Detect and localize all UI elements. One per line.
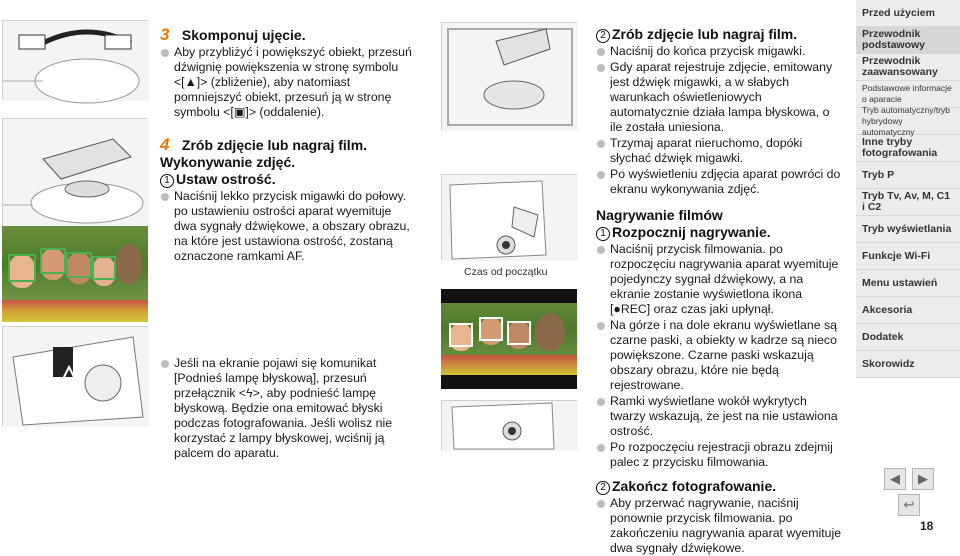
photos-subtitle: Wykonywanie zdjęć. (160, 154, 296, 170)
flash-raise-illustration (2, 326, 148, 426)
prev-page-button[interactable] (884, 468, 906, 490)
right-text-column (596, 26, 844, 556)
sub2-number: 2 (596, 29, 610, 43)
sub2-bullet-2: Gdy aparat rejestruje zdjęcie, emitowany jest dźwięk migawki, a w słabych warunkach oświetleniowych automatycznie działa lampa błyskowa, o ile została uniesiona. (596, 60, 844, 135)
left-text-column (160, 26, 412, 461)
sub2-bullet-3: Trzymaj aparat nieruchomo, dopóki słychać dźwięk migawki. (596, 136, 844, 166)
nav-item-index[interactable]: Skorowidz (856, 351, 960, 378)
nav-item-advanced-guide[interactable]: Przewodnik zaawansowany (856, 54, 960, 81)
chapter-nav (856, 0, 960, 378)
sub1-heading (160, 171, 412, 188)
sub1-number: 1 (160, 174, 174, 188)
movie-stop-illustration (441, 400, 577, 450)
m2-heading (596, 478, 844, 495)
next-page-button[interactable] (912, 468, 934, 490)
nav-item-accessories[interactable]: Akcesoria (856, 297, 960, 324)
nav-item-before-use[interactable]: Przed użyciem (856, 0, 960, 27)
shutter-full-press-illustration (441, 22, 577, 130)
nav-item-playback-mode[interactable]: Tryb wyświetlania (856, 216, 960, 243)
m2-number: 2 (596, 481, 610, 495)
sub2-heading (596, 26, 844, 43)
sub2-bullet-4: Po wyświetleniu zdjęcia aparat powróci do ekranu wykonywania zdjęć. (596, 167, 844, 197)
m2-bullet-1: Aby przerwać nagrywanie, naciśnij ponownie przycisk filmowania. po zakończeniu nagrywania aparat wyemituje dwa sygnały dźwiękowe. (596, 496, 844, 556)
nav-item-setup-menu[interactable]: Menu ustawień (856, 270, 960, 297)
step3-heading (160, 26, 412, 44)
m2-title: Zakończ fotografowanie. (612, 478, 777, 494)
shutter-half-press-illustration (2, 118, 148, 226)
sub2-bullet-1: Naciśnij do końca przycisk migawki. (596, 44, 844, 59)
m1-bullet-4: Po rozpoczęciu rejestracji obrazu zdejmij palec z przycisku filmowania. (596, 440, 844, 470)
step3-title: Skomponuj ujęcie. (181, 27, 306, 43)
m1-bullet-3: Ramki wyświetlane wokół wykrytych twarzy wskazują, że jest na nie ustawiona ostrość. (596, 394, 844, 439)
step4-heading (160, 136, 412, 154)
nav-item-p-mode[interactable]: Tryb P (856, 162, 960, 189)
page-number: 18 (920, 519, 934, 533)
nav-item-wifi[interactable]: Funkcje Wi-Fi (856, 243, 960, 270)
elapsed-time-caption: Czas od początku (464, 266, 548, 278)
m1-bullet-2: Na górze i na dole ekranu wyświetlane są czarne paski, a obiekty w kadrze są nieco powiększone. Czarne paski wskazują obszary obrazu, które nie będą rejestrowane. (596, 318, 844, 393)
back-button[interactable] (898, 494, 920, 516)
sub1-title: Ustaw ostrość. (176, 171, 276, 187)
sub2-title: Zrób zdjęcie lub nagraj film. (612, 26, 798, 42)
m1-heading (596, 224, 844, 241)
step4-number: 4 (160, 135, 170, 154)
nav-item-basic-guide[interactable]: Przewodnik podstawowy (856, 27, 960, 54)
m1-number: 1 (596, 227, 610, 241)
step3-number: 3 (160, 25, 170, 44)
nav-item-camera-basics[interactable]: Podstawowe informacje o aparacie (856, 81, 960, 108)
flash-bullet: Jeśli na ekranie pojawi się komunikat [Podnieś lampę błyskową], przesuń przełącznik <ϟ>, aby podnieść lampę błyskową. Będzie ona emitować błyski podczas fotografowania. Jeśli wolisz nie korzystać z lampy błyskowej, wciśnij ją palcem do aparatu. (160, 356, 412, 461)
zoom-lever-illustration (2, 20, 148, 100)
m1-title: Rozpocznij nagrywanie. (612, 224, 771, 240)
nav-item-auto-mode[interactable]: Tryb automatyczny/tryb hybrydowy automatyczny (856, 108, 960, 135)
step3-bullet: Aby przybliżyć i powiększyć obiekt, przesuń dźwignię powiększenia w stronę symbolu <[▲]> (zbliżenie), aby natomiast pomniejszyć obiekt, przesuń ją w stronę symbolu <[▣]> (oddalenie). (160, 45, 412, 120)
nav-item-appendix[interactable]: Dodatek (856, 324, 960, 351)
arrow-left-icon: ◀ (890, 471, 900, 486)
af-frames-photo (2, 226, 148, 322)
sub1-bullet: Naciśnij lekko przycisk migawki do połowy. po ustawieniu ostrości aparat wyemituje dwa sygnały dźwiękowe, a obszary obrazu, na które jest ustawiona ostrość, zostaną oznaczone ramkami AF. (160, 189, 412, 264)
movies-heading: Nagrywanie filmów (596, 207, 723, 223)
step4-title: Zrób zdjęcie lub nagraj film. (181, 137, 368, 153)
nav-item-tv-av-m-mode[interactable]: Tryb Tv, Av, M, C1 i C2 (856, 189, 960, 216)
return-arrow-icon: ↩ (903, 497, 915, 512)
m1-bullet-1: Naciśnij przycisk filmowania. po rozpoczęciu nagrywania aparat wyemituje pojedynczy sygnał dźwiękowy, a na ekranie zostanie wyświetlona ikona [●REC] oraz czas jaki upłynął. (596, 242, 844, 317)
nav-item-other-modes[interactable]: Inne tryby fotografowania (856, 135, 960, 162)
arrow-right-icon: ▶ (918, 471, 928, 486)
movie-screen-photo (441, 289, 577, 389)
movie-button-illustration (441, 174, 577, 260)
